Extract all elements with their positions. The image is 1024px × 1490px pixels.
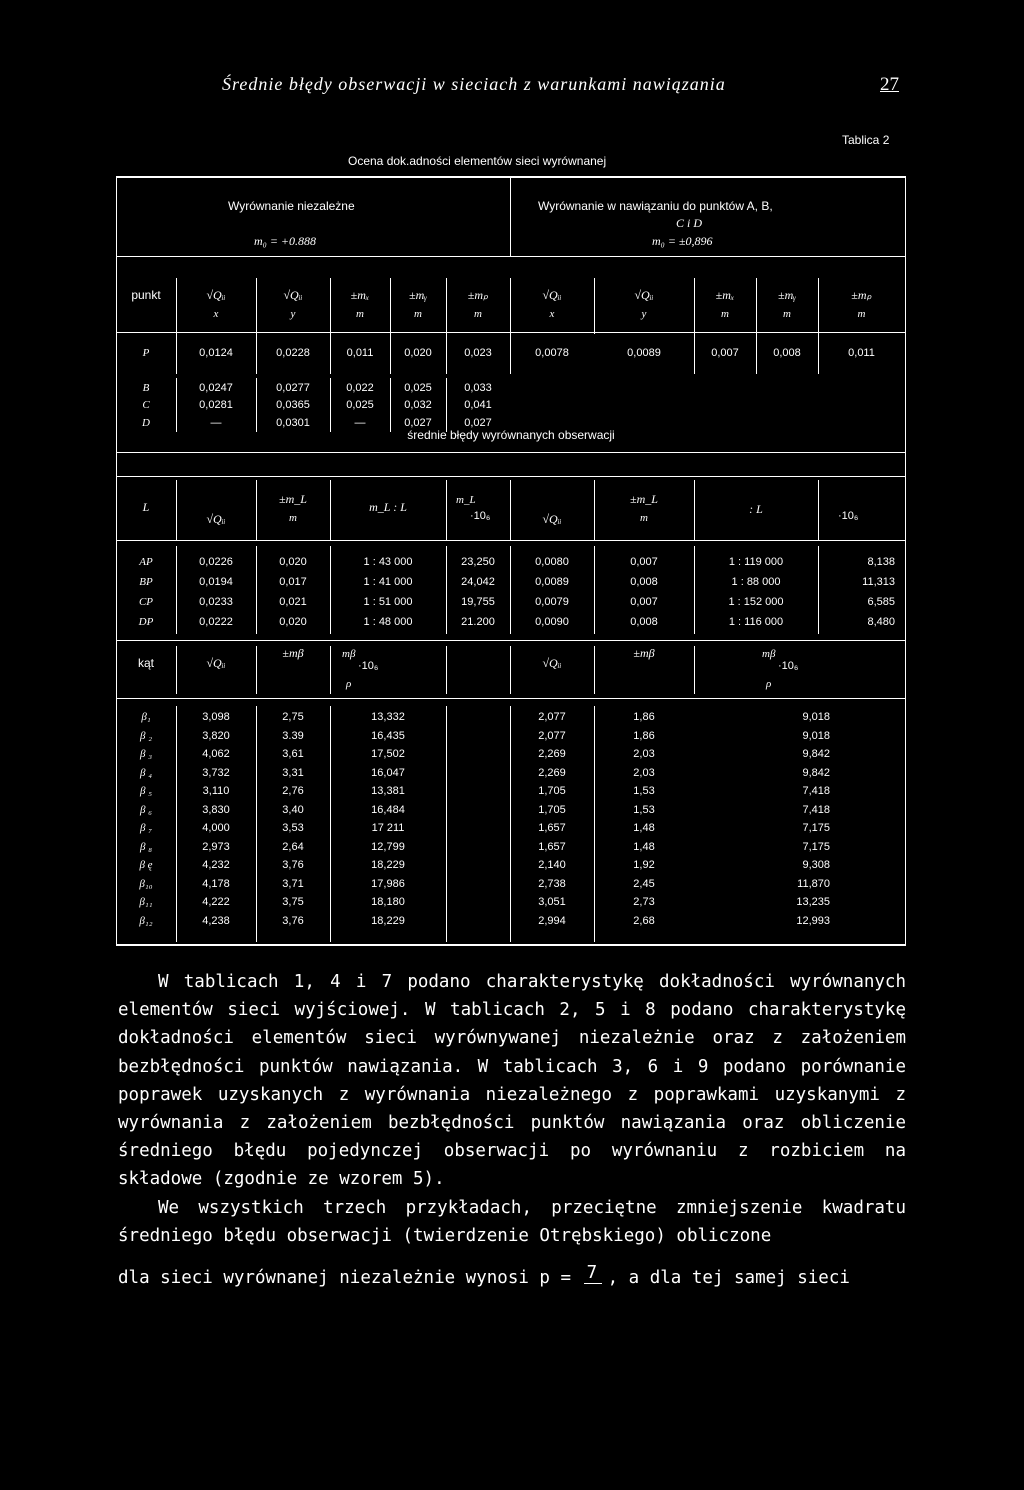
column-rule bbox=[510, 480, 511, 540]
table-cell: 0,0301 bbox=[276, 417, 310, 429]
col-head-x: x bbox=[549, 308, 555, 320]
table-cell: 0,011 bbox=[848, 347, 875, 359]
table-cell: 2,077 bbox=[538, 729, 566, 742]
table-cell: 0,027 bbox=[464, 417, 492, 429]
table-cell: 9,018 bbox=[802, 729, 830, 742]
table-cell: 0,020 bbox=[279, 616, 307, 628]
table-cell: 18,229 bbox=[371, 914, 405, 927]
col-head-y: y bbox=[290, 308, 296, 320]
table-cell: 4,178 bbox=[202, 877, 230, 890]
row-label: β₁₁ bbox=[139, 896, 153, 908]
col-head-punkt: punkt bbox=[131, 288, 161, 302]
col-head-vq-right: √Qᵢᵢ bbox=[542, 656, 562, 670]
row-label: AP bbox=[139, 556, 153, 568]
column-rule bbox=[176, 480, 177, 540]
col-head-pm-mb-right: ±mβ bbox=[633, 646, 655, 660]
table-cell: 1,705 bbox=[538, 803, 566, 816]
table-cell: 9,018 bbox=[802, 711, 830, 723]
table-cell: 4,000 bbox=[202, 822, 230, 834]
table-cell: 4,222 bbox=[202, 896, 230, 908]
column-rule bbox=[694, 646, 695, 694]
table-cell: 0,007 bbox=[711, 347, 739, 359]
col-head-pm-mb: ±mβ bbox=[282, 646, 304, 660]
table-cell: 0,0124 bbox=[199, 347, 233, 359]
row-label: β₁₀ bbox=[139, 877, 153, 890]
column-rule bbox=[594, 480, 595, 540]
row-label: β ₇ bbox=[139, 822, 153, 834]
col-head-rho-right: ρ bbox=[766, 678, 772, 690]
table-cell: 16,484 bbox=[371, 803, 405, 816]
col-head-pm_mx: ±mₓ bbox=[350, 288, 370, 302]
body-text bbox=[118, 968, 906, 1250]
table-cell: 3,830 bbox=[202, 803, 230, 816]
table-cell: 0,008 bbox=[630, 576, 658, 588]
table-cell: 1 : 51 000 bbox=[363, 596, 413, 608]
row-label: β ₅ bbox=[139, 785, 153, 797]
col-head-x106: ·10₆ bbox=[470, 510, 491, 522]
table-cell: 2,140 bbox=[538, 859, 566, 871]
table-cell: 13,235 bbox=[796, 896, 830, 908]
table-cell: 1 : 43 000 bbox=[363, 556, 413, 568]
table-cell: 7,418 bbox=[802, 785, 830, 797]
row-label: β₁₂ bbox=[139, 914, 153, 927]
column-rule bbox=[694, 278, 695, 334]
table-cell: 12,799 bbox=[371, 840, 405, 853]
row-label: β ₆ bbox=[139, 803, 153, 816]
col-head-x106-right: ·10₆ bbox=[838, 510, 859, 522]
row-label: CP bbox=[138, 596, 154, 608]
table-bottom-rule bbox=[116, 944, 906, 946]
table-cell: 0,0281 bbox=[199, 399, 233, 411]
col-head-m: m bbox=[474, 308, 482, 320]
column-rule bbox=[330, 646, 331, 694]
table-cell: 1,53 bbox=[633, 785, 655, 797]
table-cell: 4,232 bbox=[202, 859, 230, 871]
group-rule bbox=[116, 256, 906, 257]
table-cell: 2,03 bbox=[633, 766, 655, 779]
table-cell: 23,250 bbox=[461, 556, 495, 568]
formula-text-a: dla sieci wyrównanej niezależnie wynosi p = bbox=[118, 1268, 572, 1288]
header-rule bbox=[116, 332, 906, 333]
points-bottom-rule bbox=[116, 452, 906, 453]
column-rule bbox=[256, 278, 257, 334]
col-head-x106-right: ·10₆ bbox=[778, 660, 799, 672]
col-head-vq: √Qᵢᵢ bbox=[206, 512, 226, 526]
col-head-mb: mβ bbox=[342, 648, 356, 660]
table-cell: 7,418 bbox=[802, 803, 830, 816]
table-caption: Ocena dok.adności elementów sieci wyrównanej bbox=[348, 154, 607, 168]
table-cell: 7,175 bbox=[802, 822, 830, 834]
table-cell: 3,61 bbox=[282, 748, 304, 760]
col-head-vq-right: √Qᵢᵢ bbox=[542, 512, 562, 526]
table-cell: 1,48 bbox=[633, 840, 655, 853]
column-rule bbox=[510, 278, 511, 334]
col-head-pm-ml: ±m_L bbox=[279, 492, 307, 506]
table-cell: 0,008 bbox=[630, 616, 658, 628]
row-label: β ę bbox=[139, 859, 153, 871]
table-cell: 0,041 bbox=[464, 399, 492, 411]
table-cell: 0,0080 bbox=[535, 556, 569, 568]
table-cell: 2,973 bbox=[202, 840, 230, 853]
col-head-m: m bbox=[783, 308, 791, 320]
table-cell: 1 : 119 000 bbox=[728, 556, 784, 568]
table-cell: 0,0079 bbox=[535, 596, 569, 608]
column-rule bbox=[330, 278, 331, 334]
table-cell: 1,48 bbox=[633, 822, 655, 834]
table-cell: 2,994 bbox=[538, 914, 566, 927]
table-cell: 7,175 bbox=[802, 840, 830, 853]
table-cell: 1,86 bbox=[633, 711, 655, 723]
obs-header-rule bbox=[116, 540, 906, 541]
table-cell: 3,40 bbox=[282, 803, 304, 816]
table-cell: 0,020 bbox=[279, 556, 307, 568]
table-cell: 0,0090 bbox=[535, 616, 569, 628]
table-cell: 13,332 bbox=[371, 711, 405, 723]
table-right-border bbox=[905, 176, 906, 946]
col-head-m-right: m bbox=[640, 512, 648, 524]
obs-title: średnie błędy wyrównanych obserwacji bbox=[407, 428, 615, 442]
column-rule bbox=[756, 278, 757, 334]
col-head-pm_my: ±mᵧ bbox=[777, 288, 797, 302]
row-label: P bbox=[142, 347, 150, 359]
row-label: C bbox=[142, 399, 150, 411]
table-cell: 2,75 bbox=[282, 711, 304, 723]
col-head-kat: kąt bbox=[137, 656, 154, 670]
table-cell: — bbox=[354, 417, 366, 429]
obs-title-rule bbox=[116, 476, 906, 477]
row-label: β ₂ bbox=[139, 729, 153, 742]
right-group-title: Wyrównanie w nawiązaniu do punktów A, B, bbox=[538, 199, 773, 213]
table-cell: 17,986 bbox=[371, 877, 405, 890]
col-head-ml-L: m_L : L bbox=[369, 500, 407, 514]
column-rule bbox=[390, 278, 391, 334]
col-head-pm_my: ±mᵧ bbox=[408, 288, 428, 302]
table-cell: 1 : 116 000 bbox=[728, 616, 784, 628]
row-label: β ₈ bbox=[139, 840, 153, 853]
table-cell: 0,0228 bbox=[276, 347, 310, 359]
table-cell: 2,64 bbox=[282, 840, 304, 853]
right-group-title2: C i D bbox=[676, 216, 703, 230]
row-label: β₁ bbox=[141, 711, 151, 723]
table-cell: 0,0089 bbox=[535, 576, 569, 588]
table-cell: 0,0089 bbox=[627, 347, 661, 359]
paragraph-1: W tablicach 1, 4 i 7 podano charakterystykę dokładności wyrównanych elementów sieci wyjściowej. W tablicach 2, 5 i 8 podano charakterystykę dokładności elementów sieci wyrównywanej niezależnie oraz z założeniem bezbłędności punktów nawiązania. W tablicach 3, 6 i 9 podano porównanie poprawek uzyskanych z wyrównania niezależnego z poprawkami uzyskanymi z wyrównania z założeniem bezbłędności punktów nawiązania oraz obliczenie średniego błędu pojedynczej obserwacji po wyrównaniu z rozbiciem na składowe (zgodnie ze wzorem 5). bbox=[118, 972, 906, 1190]
table-cell: 0,0078 bbox=[535, 347, 569, 359]
table-cell: 0,011 bbox=[346, 347, 374, 359]
table-cell: 16,435 bbox=[371, 729, 405, 742]
table-cell: 2,68 bbox=[633, 914, 655, 927]
column-rule bbox=[594, 278, 595, 334]
col-head-m: m bbox=[289, 512, 297, 524]
table-cell: 0,0194 bbox=[199, 576, 233, 588]
table-cell: 3,71 bbox=[282, 877, 304, 890]
fraction-bar bbox=[584, 1283, 602, 1284]
col-head-L: L bbox=[142, 500, 150, 514]
table-cell: 24,042 bbox=[461, 576, 495, 588]
table-cell: 2,269 bbox=[538, 748, 566, 760]
col-head-x106: ·10₆ bbox=[358, 660, 379, 672]
table-cell: 2,76 bbox=[282, 785, 304, 797]
table-cell: 18,229 bbox=[371, 859, 405, 871]
table-cell: 1 : 88 000 bbox=[731, 576, 781, 588]
table-cell: 0,008 bbox=[773, 347, 801, 359]
table-cell: 1,92 bbox=[633, 859, 655, 871]
column-rule bbox=[256, 480, 257, 540]
table-cell: 0,027 bbox=[404, 417, 432, 429]
group-divider bbox=[510, 176, 511, 256]
table-cell: 0,0365 bbox=[276, 399, 310, 411]
col-head-colon-L: : L bbox=[749, 502, 763, 516]
table-cell: 1,657 bbox=[538, 840, 566, 853]
col-head-vq: √Qᵢᵢ bbox=[206, 288, 226, 302]
table-cell: 0,025 bbox=[404, 382, 432, 394]
column-rule bbox=[818, 278, 819, 334]
table-cell: 12,993 bbox=[796, 914, 830, 927]
paragraph-2: We wszystkich trzech przykładach, przeciętne zmniejszenie kwadratu średniego błędu obserwacji (twierdzenie Otrębskiego) obliczone bbox=[118, 1197, 906, 1246]
row-label: D bbox=[142, 417, 150, 429]
angle-header-rule bbox=[116, 698, 906, 699]
table-cell: 1 : 48 000 bbox=[363, 616, 413, 628]
table-cell: 9,308 bbox=[802, 859, 830, 871]
table-cell: 8,480 bbox=[867, 616, 895, 628]
table-cell: 1 : 41 000 bbox=[363, 576, 413, 588]
table-cell: 4,238 bbox=[202, 914, 230, 927]
table-cell: 9,842 bbox=[802, 766, 830, 779]
column-rule bbox=[818, 480, 819, 540]
table-cell: 0,007 bbox=[630, 556, 658, 568]
col-head-pm_mx: ±mₓ bbox=[715, 288, 735, 302]
table-cell: 2,45 bbox=[633, 877, 655, 890]
table-cell: 3,820 bbox=[202, 729, 230, 742]
column-rule bbox=[446, 706, 447, 942]
table-cell: 0,023 bbox=[464, 347, 492, 359]
col-head-m: m bbox=[414, 308, 422, 320]
table-cell: 21.200 bbox=[461, 616, 495, 628]
column-rule bbox=[446, 278, 447, 334]
table-cell: 1,86 bbox=[633, 729, 655, 742]
col-head-vq: √Qᵢᵢ bbox=[283, 288, 303, 302]
table-cell: 1 : 152 000 bbox=[728, 596, 784, 608]
col-head-pm_mp: ±mₚ bbox=[851, 288, 872, 302]
table-cell: 11,313 bbox=[862, 576, 895, 588]
table-cell: 1,705 bbox=[538, 785, 566, 797]
row-label: β ₃ bbox=[139, 748, 153, 760]
running-header: Średnie błędy obserwacji w sieciach z warunkami nawiązania bbox=[222, 74, 726, 94]
table-cell: 0,0222 bbox=[199, 616, 233, 628]
table-cell: 0,032 bbox=[404, 399, 432, 411]
table-top-rule bbox=[116, 176, 906, 178]
table-cell: 18,180 bbox=[371, 896, 405, 908]
left-group-title: Wyrównanie niezależne bbox=[228, 199, 355, 213]
fraction-numerator: 7 bbox=[586, 1263, 598, 1283]
table-cell: 0,025 bbox=[346, 399, 374, 411]
table-cell: 3,76 bbox=[282, 914, 304, 927]
table-cell: 17 211 bbox=[371, 822, 405, 834]
table-cell: 3,31 bbox=[282, 766, 304, 779]
column-rule bbox=[176, 278, 177, 334]
table-cell: 11,870 bbox=[797, 877, 830, 890]
table-cell: 2,269 bbox=[538, 766, 566, 779]
col-head-pm-ml-right: ±m_L bbox=[630, 492, 658, 506]
table-cell: 0,017 bbox=[279, 576, 307, 588]
table-cell: 2,077 bbox=[538, 711, 566, 723]
table-cell: 17,502 bbox=[371, 748, 405, 760]
table-cell: 0,021 bbox=[279, 596, 307, 608]
col-head-x: x bbox=[213, 308, 219, 320]
col-head-m: m bbox=[356, 308, 364, 320]
table-cell: 3,051 bbox=[538, 896, 566, 908]
table-cell: 3,098 bbox=[202, 711, 230, 723]
table-cell: 3.39 bbox=[282, 729, 304, 742]
row-label: BP bbox=[139, 576, 153, 588]
col-head-m: m bbox=[857, 308, 866, 320]
table-cell: 2,73 bbox=[633, 896, 655, 908]
col-head-pm_mp: ±mₚ bbox=[467, 288, 489, 302]
table-cell: 3,53 bbox=[282, 822, 304, 834]
table-cell: 6,585 bbox=[867, 596, 895, 608]
col-head-rho: ρ bbox=[346, 678, 352, 690]
col-head-vq: √Qᵢᵢ bbox=[634, 288, 654, 302]
col-head-y: y bbox=[641, 308, 647, 320]
table-cell: 0,0247 bbox=[199, 382, 233, 394]
table-label: Tablica 2 bbox=[842, 133, 890, 147]
table-cell: 0,007 bbox=[630, 596, 658, 608]
col-head-ml: m_L bbox=[456, 494, 476, 506]
table-cell: 1,53 bbox=[633, 803, 655, 816]
row-label: DP bbox=[138, 616, 154, 628]
column-rule bbox=[446, 646, 447, 694]
col-head-m: m bbox=[721, 308, 729, 320]
table-cell: 3,75 bbox=[282, 896, 304, 908]
left-group-m0: m₀ = +0.888 bbox=[254, 234, 317, 248]
table-cell: 4,062 bbox=[202, 748, 230, 760]
table-cell: 19,755 bbox=[461, 596, 495, 608]
table-cell: 8,138 bbox=[867, 556, 895, 568]
column-rule bbox=[446, 480, 447, 540]
table-cell: 0,0226 bbox=[199, 556, 233, 568]
table-cell: 2,03 bbox=[633, 748, 655, 760]
formula-line bbox=[118, 1263, 908, 1288]
table-cell: — bbox=[210, 417, 222, 429]
table-cell: 3,732 bbox=[202, 766, 230, 779]
table-cell: 0,0233 bbox=[199, 596, 233, 608]
table-cell: 1,657 bbox=[538, 822, 566, 834]
table-cell: 0,020 bbox=[404, 347, 432, 359]
page-number: 27 bbox=[880, 74, 899, 95]
right-group-m0: m₀ = ±0,896 bbox=[652, 234, 713, 248]
table-cell: 0,0277 bbox=[276, 382, 310, 394]
table-cell: 13,381 bbox=[371, 785, 405, 797]
table-cell: 3,110 bbox=[202, 785, 230, 797]
col-head-mb-right: mβ bbox=[762, 648, 776, 660]
table-cell: 16,047 bbox=[371, 766, 405, 779]
table-cell: 3,76 bbox=[282, 859, 304, 871]
row-label: β ₄ bbox=[139, 766, 153, 779]
table-cell: 2,738 bbox=[538, 877, 566, 890]
obs-bottom-rule bbox=[116, 640, 906, 641]
table-cell: 0,033 bbox=[464, 382, 492, 394]
table-cell: 9,842 bbox=[802, 748, 830, 760]
col-head-vq: √Qᵢᵢ bbox=[206, 656, 226, 670]
formula-text-b: , a dla tej samej sieci bbox=[607, 1268, 850, 1288]
row-label: B bbox=[142, 382, 150, 394]
col-head-vq: √Qᵢᵢ bbox=[542, 288, 562, 302]
table-cell: 0,022 bbox=[346, 382, 374, 394]
